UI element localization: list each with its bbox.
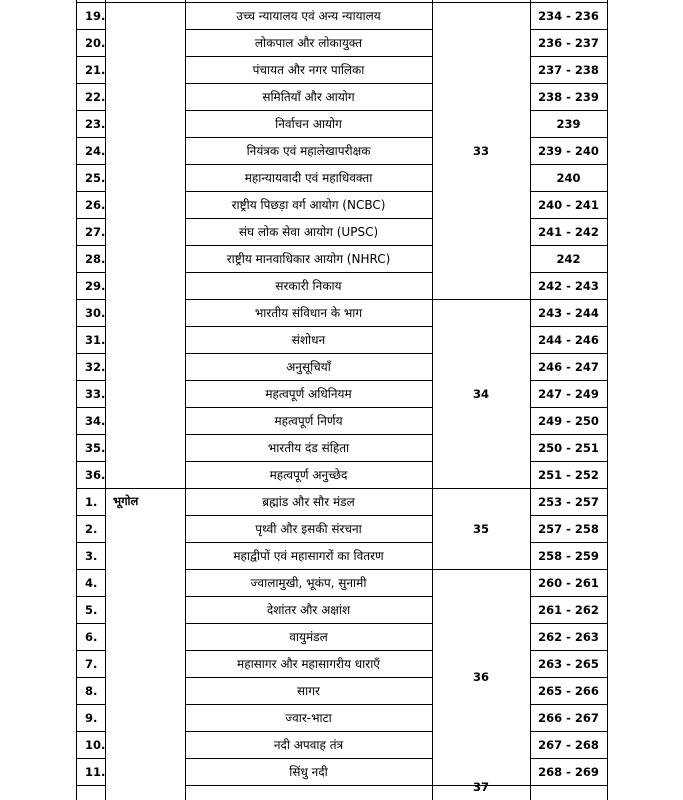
row-number: 6. — [85, 629, 98, 644]
part-number: 37 — [472, 779, 489, 794]
page-range: 261 - 262 — [538, 602, 599, 617]
chapter-title: ब्रह्मांड और सौर मंडल — [262, 495, 355, 509]
page-range: 243 - 244 — [538, 305, 599, 320]
index-table — [76, 0, 608, 800]
row-number: 19. — [85, 8, 106, 23]
chapter-title: सिंधु नदी — [289, 765, 328, 779]
page-range: 244 - 246 — [538, 332, 599, 347]
row-number: 1. — [85, 494, 98, 509]
page-range: 237 - 238 — [538, 62, 599, 77]
row-divider — [185, 785, 432, 786]
chapter-title: देशांतर और अक्षांश — [266, 603, 351, 617]
page-range: 250 - 251 — [538, 440, 599, 455]
chapter-title: नदी अपवाह तंत्र — [273, 738, 344, 752]
row-number: 32. — [85, 359, 106, 374]
page-range: 249 - 250 — [538, 413, 599, 428]
chapter-title: संशोधन — [291, 333, 326, 347]
row-number: 3. — [85, 548, 98, 563]
row-number: 25. — [85, 170, 106, 185]
chapter-title: राष्ट्रीय पिछड़ा वर्ग आयोग (NCBC) — [231, 198, 386, 212]
row-number: 4. — [85, 575, 98, 590]
page-range: 266 - 267 — [538, 710, 599, 725]
chapter-title: ज्वालामुखी, भूकंप, सुनामी — [250, 576, 367, 590]
chapter-title: महत्वपूर्ण अधिनियम — [265, 387, 352, 401]
page-range: 262 - 263 — [538, 629, 599, 644]
chapter-title: उच्च न्यायालय एवं अन्य न्यायालय — [236, 9, 381, 23]
part-number: 36 — [472, 670, 489, 684]
section-divider — [105, 2, 185, 3]
page-range: 234 - 236 — [538, 8, 599, 23]
chapter-title: महत्वपूर्ण निर्णय — [274, 414, 343, 428]
chapter-title: संघ लोक सेवा आयोग (UPSC) — [238, 225, 379, 239]
part-number: 34 — [472, 386, 489, 401]
page-range: 263 - 265 — [538, 656, 599, 671]
page-range: 247 - 249 — [538, 386, 599, 401]
chapter-title: वायुमंडल — [289, 630, 328, 644]
chapter-title: निर्वाचन आयोग — [275, 117, 342, 131]
row-number: 22. — [85, 89, 106, 104]
page-range: 257 - 258 — [538, 521, 599, 536]
page-range: 242 — [556, 251, 581, 266]
row-number: 11. — [85, 764, 106, 779]
chapter-title: सरकारी निकाय — [275, 279, 342, 293]
page-range: 246 - 247 — [538, 359, 599, 374]
row-number: 35. — [85, 440, 106, 455]
page-range: 253 - 257 — [538, 494, 599, 509]
chapter-title: समितियाँ और आयोग — [262, 90, 355, 104]
row-divider — [530, 785, 607, 786]
row-number: 23. — [85, 116, 106, 131]
chapter-title: राष्ट्रीय मानवाधिकार आयोग (NHRC) — [226, 252, 391, 266]
page-range: 240 — [556, 170, 581, 185]
row-number: 9. — [85, 710, 98, 725]
page-range: 260 - 261 — [538, 575, 599, 590]
chapter-title: नियंत्रक एवं महालेखापरीक्षक — [246, 144, 371, 158]
row-number: 29. — [85, 278, 106, 293]
page-range: 239 — [556, 116, 581, 131]
row-number: 20. — [85, 35, 106, 50]
page-range: 242 - 243 — [538, 278, 599, 293]
row-number: 36. — [85, 467, 106, 482]
row-number: 24. — [85, 143, 106, 158]
chapter-title: महान्यायवादी एवं महाधिवक्ता — [244, 171, 373, 185]
chapter-title: लोकपाल और लोकायुक्त — [254, 36, 363, 50]
row-number: 34. — [85, 413, 106, 428]
page-range: 236 - 237 — [538, 35, 599, 50]
row-number: 26. — [85, 197, 106, 212]
row-divider — [77, 785, 105, 786]
part-number: 35 — [472, 521, 489, 536]
chapter-title: महासागर और महासागरीय धाराएँ — [237, 657, 380, 671]
page-range: 265 - 266 — [538, 683, 599, 698]
chapter-title: भारतीय दंड संहिता — [267, 441, 350, 455]
page-range: 258 - 259 — [538, 548, 599, 563]
chapter-title: भारतीय संविधान के भाग — [254, 306, 363, 320]
row-number: 30. — [85, 305, 106, 320]
chapter-title: ज्वार-भाटा — [285, 711, 332, 725]
chapter-title: सागर — [297, 684, 320, 698]
row-number: 7. — [85, 656, 98, 671]
chapter-title: अनुसूचियाँ — [286, 360, 331, 374]
chapter-title: पंचायत और नगर पालिका — [252, 63, 365, 77]
chapter-title: महत्वपूर्ण अनुच्छेद — [269, 468, 348, 482]
row-number: 33. — [85, 386, 106, 401]
chapter-title: पृथ्वी और इसकी संरचना — [255, 522, 362, 536]
page-range: 239 - 240 — [538, 143, 599, 158]
page-range: 251 - 252 — [538, 467, 599, 482]
row-number: 31. — [85, 332, 106, 347]
page-range: 241 - 242 — [538, 224, 599, 239]
row-number: 10. — [85, 737, 106, 752]
row-number: 2. — [85, 521, 98, 536]
part-number: 33 — [472, 143, 489, 158]
page-range: 268 - 269 — [538, 764, 599, 779]
page-range: 238 - 239 — [538, 89, 599, 104]
page-range: 240 - 241 — [538, 197, 599, 212]
row-number: 8. — [85, 683, 98, 698]
row-number: 21. — [85, 62, 106, 77]
chapter-title: महाद्वीपों एवं महासागरों का वितरण — [233, 549, 384, 563]
page-range: 267 - 268 — [538, 737, 599, 752]
row-number: 28. — [85, 251, 106, 266]
row-number: 5. — [85, 602, 98, 617]
row-number: 27. — [85, 224, 106, 239]
subject-label: भूगोल — [113, 494, 139, 508]
